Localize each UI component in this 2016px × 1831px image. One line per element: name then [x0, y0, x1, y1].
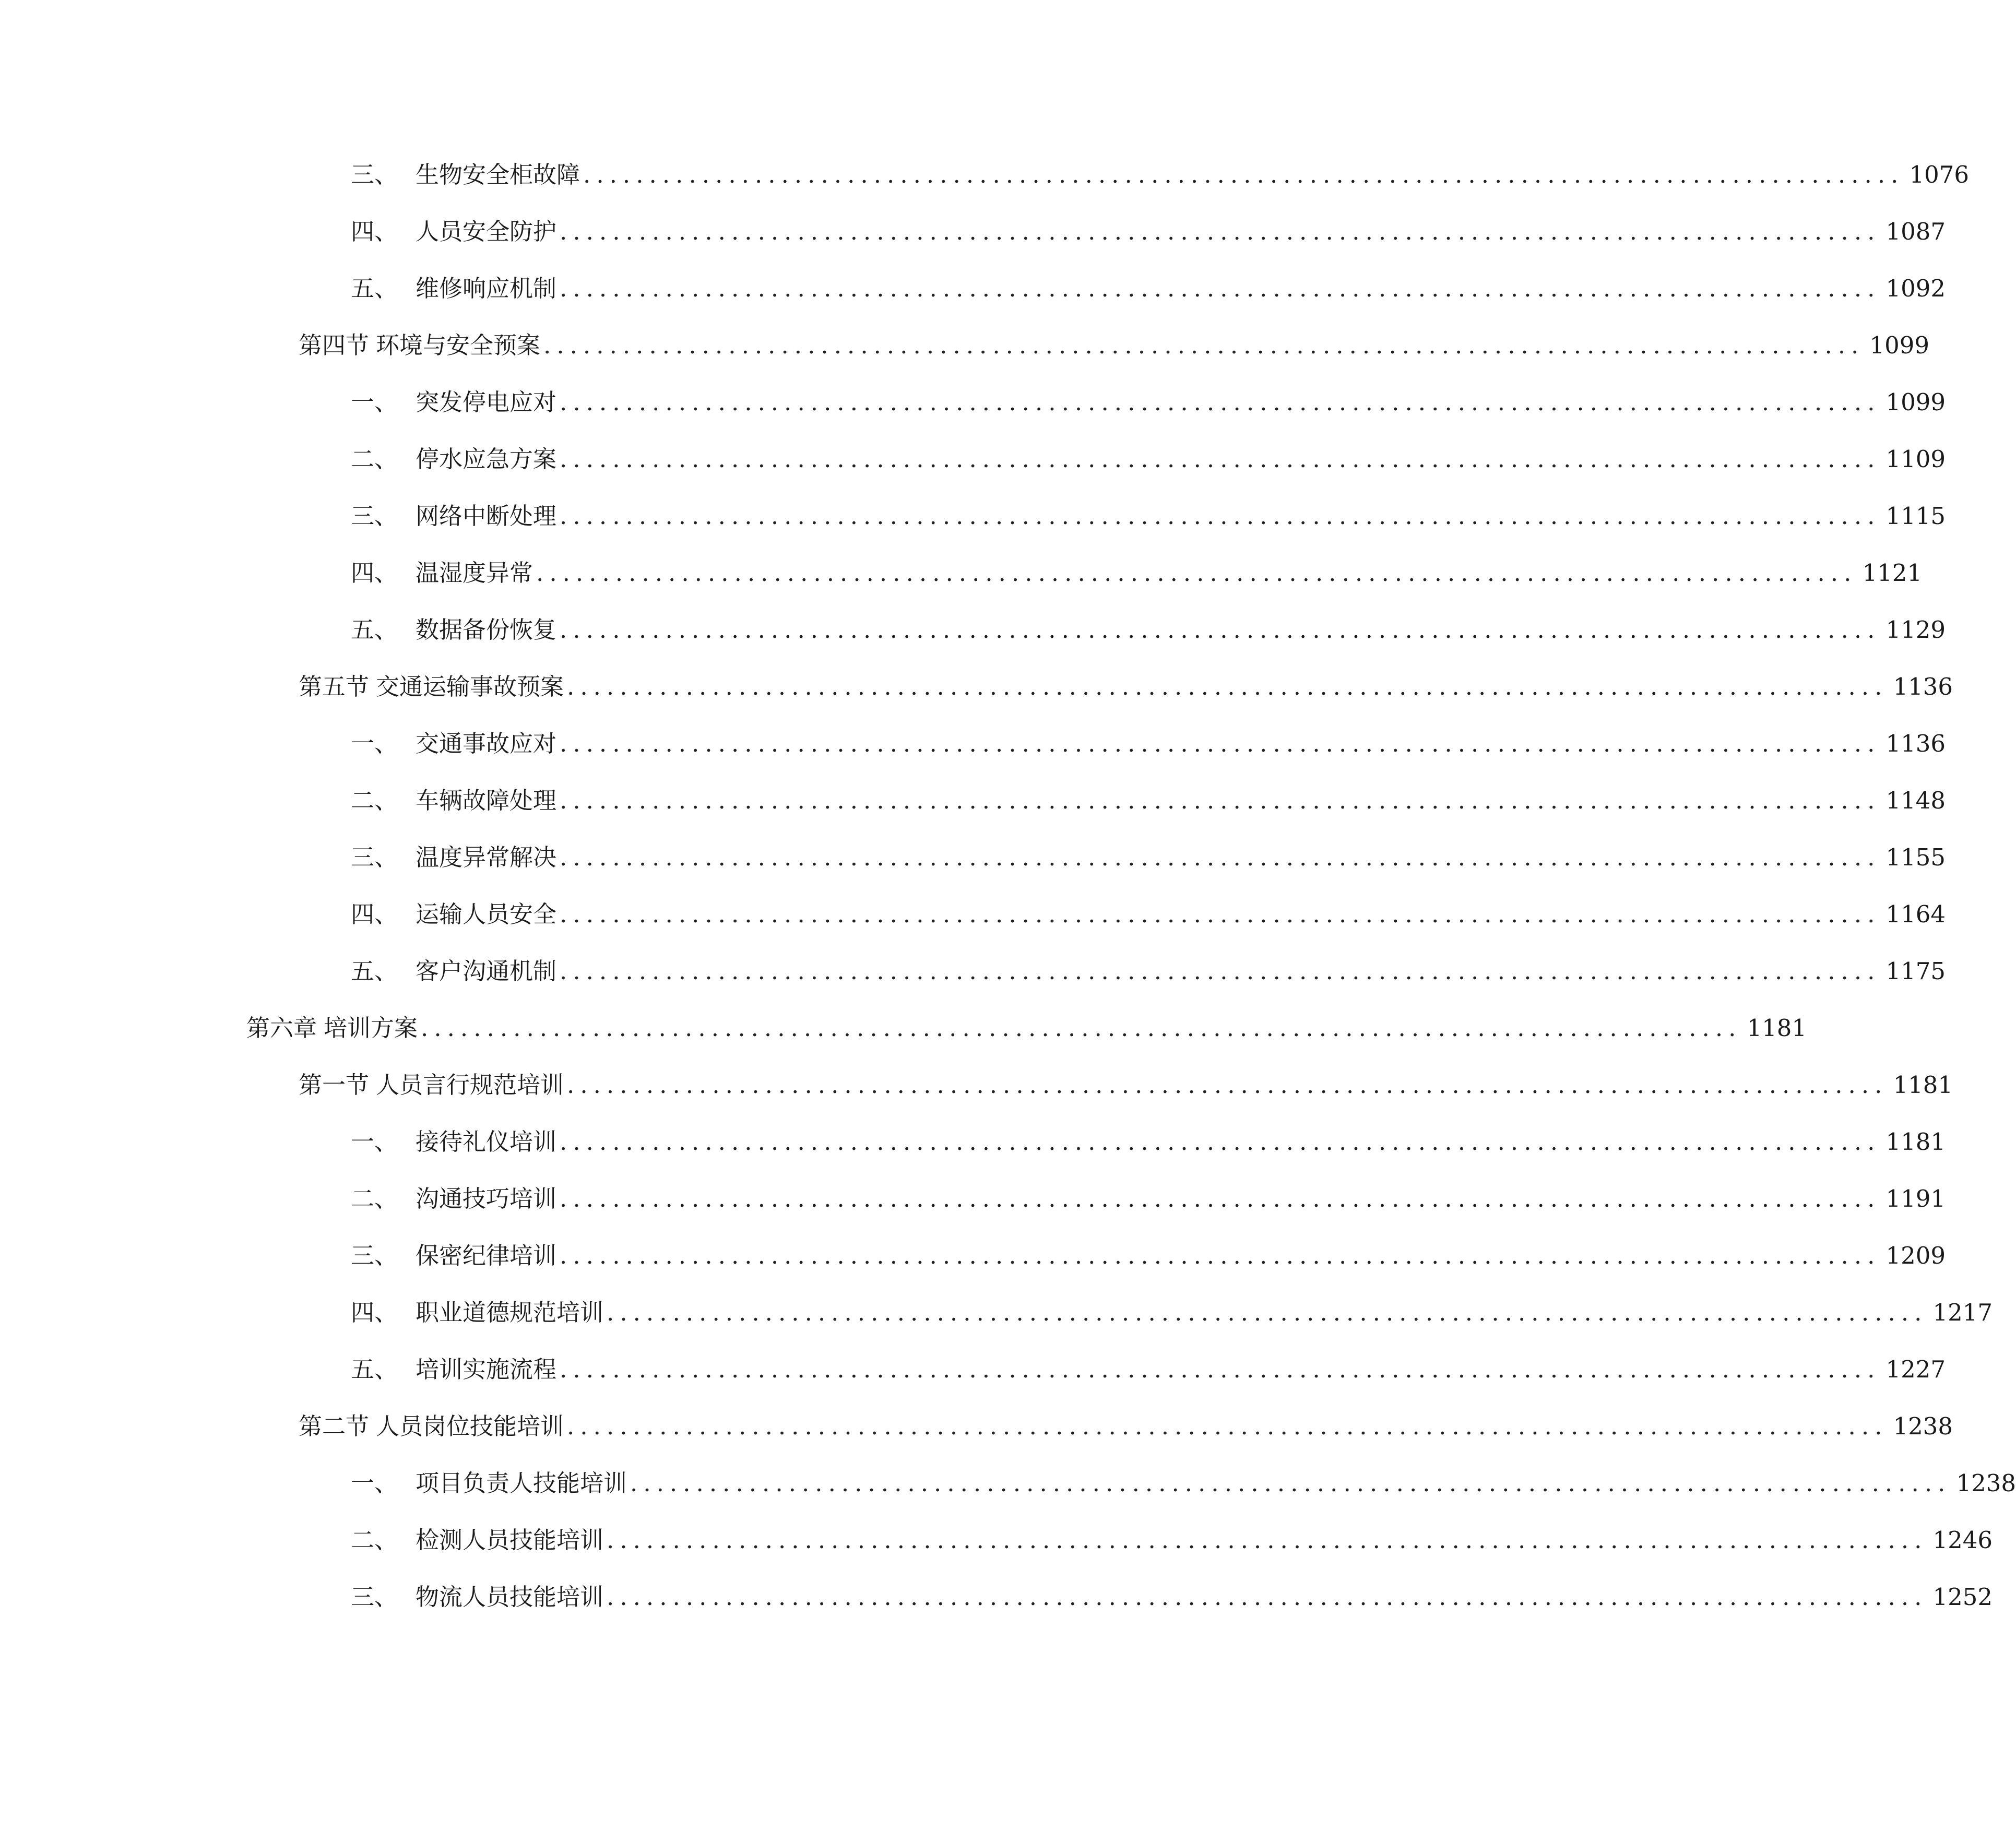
- dot-leader: ....................................................................................................: [560, 502, 1881, 530]
- toc-entry-page: 1136: [1893, 673, 1953, 700]
- toc-entry-page: 1181: [1893, 1071, 1953, 1099]
- toc-entry[interactable]: [351, 270, 1946, 307]
- toc-entry[interactable]: [351, 498, 1946, 534]
- toc-entry-title: 检测人员技能培训: [416, 1526, 604, 1554]
- toc-entry[interactable]: [351, 441, 1946, 478]
- toc-entry-page: 1164: [1885, 900, 1946, 928]
- toc-entry[interactable]: [351, 782, 1946, 819]
- toc-entry-title: 交通运输事故预案: [376, 673, 564, 700]
- toc-entry[interactable]: [351, 384, 1946, 421]
- toc-entry[interactable]: [351, 612, 1946, 648]
- toc-entry[interactable]: [246, 1010, 1807, 1047]
- toc-entry[interactable]: [351, 1294, 1993, 1331]
- dot-leader: ....................................................................................................: [543, 331, 1865, 359]
- dot-leader: ....................................................................................................: [560, 218, 1881, 245]
- toc-entry[interactable]: [351, 839, 1946, 876]
- dot-leader: ....................................................................................................: [560, 957, 1881, 985]
- toc-entry-number: 一、: [351, 1469, 398, 1497]
- toc-entry-page: 1155: [1885, 843, 1946, 871]
- toc-entry[interactable]: [299, 1408, 1953, 1445]
- dot-leader: ....................................................................................................: [560, 843, 1881, 871]
- dot-leader: ....................................................................................................: [560, 1128, 1881, 1156]
- toc-entry-number: 二、: [351, 1526, 398, 1554]
- toc-entry-page: 1109: [1885, 445, 1946, 473]
- toc-entry[interactable]: [351, 1238, 1946, 1274]
- toc-entry[interactable]: [351, 1181, 1946, 1217]
- dot-leader: ....................................................................................................: [607, 1583, 1928, 1611]
- toc-entry-number: 三、: [351, 161, 398, 188]
- toc-entry-page: 1181: [1885, 1128, 1946, 1156]
- toc-entry-number: 一、: [351, 388, 398, 416]
- toc-entry-number: 第四节: [299, 331, 370, 359]
- dot-leader: ....................................................................................................: [560, 388, 1881, 416]
- toc-entry-title: 温湿度异常: [416, 559, 533, 587]
- toc-entry-number: 四、: [351, 559, 398, 587]
- dot-leader: ....................................................................................................: [607, 1299, 1928, 1326]
- toc-entry-title: 职业道德规范培训: [416, 1299, 604, 1326]
- toc-entry-number: 四、: [351, 1299, 398, 1326]
- toc-entry-page: 1175: [1885, 957, 1946, 985]
- toc-entry-title: 物流人员技能培训: [416, 1583, 604, 1611]
- toc-entry-number: 三、: [351, 1242, 398, 1269]
- toc-entry-number: 二、: [351, 787, 398, 814]
- toc-entry[interactable]: [351, 1522, 1993, 1559]
- toc-entry[interactable]: [351, 157, 1969, 193]
- dot-leader: ....................................................................................................: [560, 275, 1881, 302]
- toc-entry-page: 1115: [1885, 502, 1946, 530]
- toc-entry-page: 1099: [1885, 388, 1946, 416]
- dot-leader: ....................................................................................................: [421, 1014, 1742, 1042]
- toc-entry-title: 突发停电应对: [416, 388, 557, 416]
- toc-entry-page: 1087: [1885, 218, 1946, 245]
- toc-entry-title: 培训方案: [324, 1014, 418, 1042]
- toc-entry-title: 运输人员安全: [416, 900, 557, 928]
- toc-entry-number: 四、: [351, 218, 398, 245]
- toc-entry-number: 五、: [351, 616, 398, 644]
- dot-leader: ....................................................................................................: [630, 1469, 1951, 1497]
- toc-entry-number: 三、: [351, 1583, 398, 1611]
- toc-entry-number: 第一节: [299, 1071, 370, 1099]
- toc-entry-title: 车辆故障处理: [416, 787, 557, 814]
- dot-leader: ....................................................................................................: [560, 900, 1881, 928]
- toc-entry-number: 二、: [351, 445, 398, 473]
- toc-entry-page: 1076: [1909, 161, 1969, 188]
- toc-entry-page: 1238: [1893, 1412, 1953, 1440]
- toc-entry-page: 1148: [1885, 787, 1946, 814]
- toc-entry-number: 第五节: [299, 673, 370, 700]
- toc-entry-page: 1136: [1885, 730, 1946, 757]
- dot-leader: ....................................................................................................: [560, 1185, 1881, 1212]
- toc-entry[interactable]: [299, 327, 1929, 364]
- toc-entry-number: 三、: [351, 502, 398, 530]
- dot-leader: ....................................................................................................: [567, 673, 1888, 700]
- toc-entry-title: 数据备份恢复: [416, 616, 557, 644]
- toc-entry-page: 1129: [1885, 616, 1946, 644]
- toc-entry[interactable]: [351, 213, 1946, 250]
- dot-leader: ....................................................................................................: [536, 559, 1857, 587]
- toc-entry-title: 保密纪律培训: [416, 1242, 557, 1269]
- toc-entry[interactable]: [351, 1124, 1946, 1160]
- toc-entry[interactable]: [351, 555, 1922, 591]
- toc-entry-title: 培训实施流程: [416, 1356, 557, 1383]
- toc-entry-page: 1092: [1885, 275, 1946, 302]
- toc-entry-title: 温度异常解决: [416, 843, 557, 871]
- toc-entry-title: 人员岗位技能培训: [376, 1412, 564, 1440]
- toc-entry-title: 人员言行规范培训: [376, 1071, 564, 1099]
- toc-entry-page: 1191: [1885, 1185, 1946, 1212]
- toc-entry-number: 一、: [351, 730, 398, 757]
- toc-entry[interactable]: [299, 669, 1953, 705]
- toc-entry[interactable]: [351, 953, 1946, 990]
- toc-entry-title: 网络中断处理: [416, 502, 557, 530]
- toc-entry-number: 五、: [351, 1356, 398, 1383]
- toc-entry-title: 维修响应机制: [416, 275, 557, 302]
- toc-entry-title: 项目负责人技能培训: [416, 1469, 627, 1497]
- toc-entry-number: 五、: [351, 275, 398, 302]
- toc-entry-title: 客户沟通机制: [416, 957, 557, 985]
- dot-leader: ....................................................................................................: [567, 1071, 1888, 1099]
- dot-leader: ....................................................................................................: [560, 730, 1881, 757]
- toc-entry[interactable]: [351, 1465, 2016, 1502]
- toc-entry-number: 一、: [351, 1128, 398, 1156]
- toc-entry[interactable]: [351, 896, 1946, 933]
- dot-leader: ....................................................................................................: [560, 445, 1881, 473]
- toc-entry[interactable]: [351, 726, 1946, 762]
- toc-entry-page: 1246: [1932, 1526, 1993, 1554]
- toc-entry-number: 三、: [351, 843, 398, 871]
- dot-leader: ....................................................................................................: [583, 161, 1904, 188]
- toc-entry-page: 1209: [1885, 1242, 1946, 1269]
- toc-entry-title: 人员安全防护: [416, 218, 557, 245]
- toc-entry-number: 二、: [351, 1185, 398, 1212]
- dot-leader: ....................................................................................................: [607, 1526, 1928, 1554]
- dot-leader: ....................................................................................................: [567, 1412, 1888, 1440]
- toc-entry-title: 生物安全柜故障: [416, 161, 580, 188]
- dot-leader: ....................................................................................................: [560, 1356, 1881, 1383]
- toc-entry-page: 1227: [1885, 1356, 1946, 1383]
- toc-entry-page: 1252: [1932, 1583, 1993, 1611]
- toc-entry-number: 五、: [351, 957, 398, 985]
- dot-leader: ....................................................................................................: [560, 1242, 1881, 1269]
- toc-entry-page: 1099: [1869, 331, 1929, 359]
- toc-entry-page: 1217: [1932, 1299, 1993, 1326]
- toc-entry-title: 停水应急方案: [416, 445, 557, 473]
- toc-entry-number: 第六章: [246, 1014, 317, 1042]
- dot-leader: ....................................................................................................: [560, 616, 1881, 644]
- toc-entry[interactable]: [299, 1067, 1953, 1103]
- toc-entry-number: 四、: [351, 900, 398, 928]
- toc-entry-number: 第二节: [299, 1412, 370, 1440]
- toc-entry[interactable]: [351, 1351, 1946, 1388]
- toc-entry-title: 接待礼仪培训: [416, 1128, 557, 1156]
- toc-entry-page: 1181: [1747, 1014, 1807, 1042]
- toc-entry-title: 沟通技巧培训: [416, 1185, 557, 1212]
- toc-entry-page: 1121: [1862, 559, 1922, 587]
- toc-entry-page: 1238: [1956, 1469, 2016, 1497]
- toc-entry-title: 交通事故应对: [416, 730, 557, 757]
- toc-entry-title: 环境与安全预案: [376, 331, 541, 359]
- toc-entry[interactable]: [351, 1579, 1993, 1615]
- dot-leader: ....................................................................................................: [560, 787, 1881, 814]
